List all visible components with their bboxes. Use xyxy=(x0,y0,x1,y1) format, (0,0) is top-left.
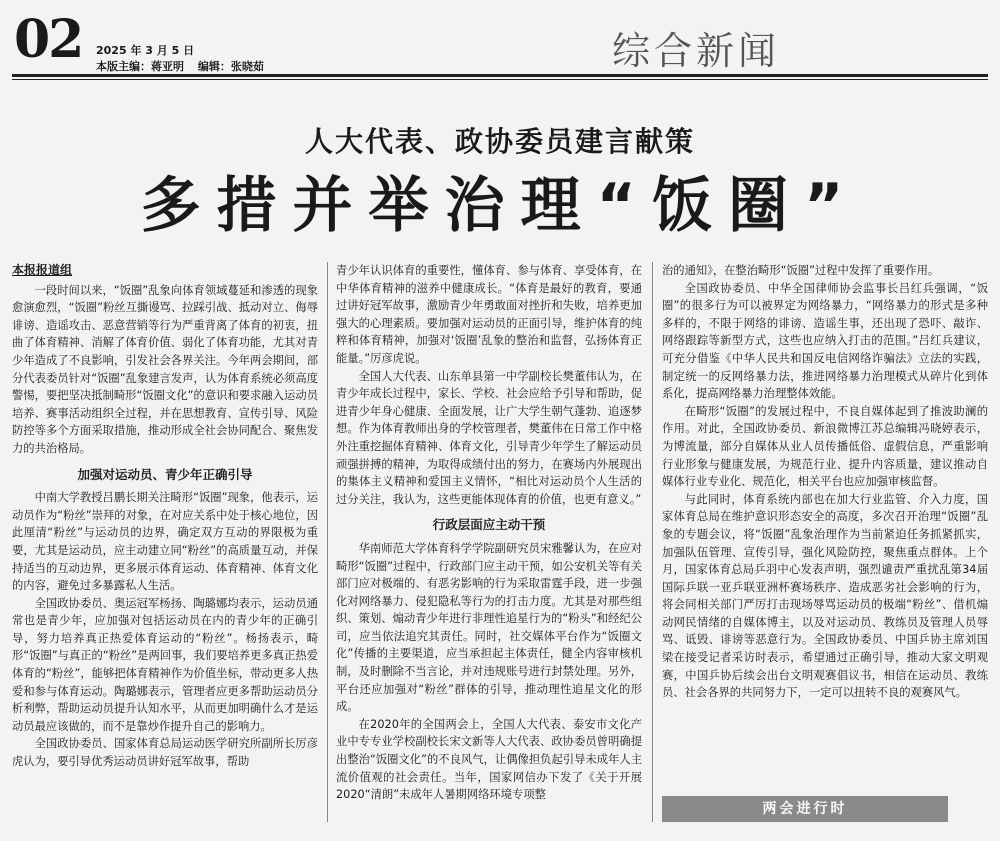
headline: 多措并举治理“饭圈” xyxy=(140,171,860,241)
masthead xyxy=(0,0,1000,80)
paragraph: 与此同时，体育系统内部也在加大行业监管、介入力度，国家体育总局在维护意识形态安全的高度，多次召开治理“饭圈”乱象的专题会议，将“饭圈”乱象治理作为当前紧迫任务抓紧抓实，加强队伍管理、宣传引导，强化风险防控，聚焦重点群体。上个月，国家体育总局乒羽中心发表声明，强烈谴责严重扰乱第34届国际乒联一亚乒联亚洲杯赛场秩序、造成恶劣社会影响的行为，将会同相关部门严厉打击现场辱骂运动员的极端“粉丝”、借机煽动网民情绪的自媒体博主，以及对运动员、教练员及管理人员辱骂、诋毁、诽谤等恶意行为。全国政协委员、中国乒协主席刘国梁在接受记者采访时表示，希望通过正确引导，推动大家文明观赛，中国乒协后续会出台文明观赛倡议书，相信在运动员、教练员、社会各界的共同努力下，一定可以扭转不良的观赛风气。 xyxy=(662,492,988,700)
page-number: 02 xyxy=(14,9,83,70)
section-banner: 两会进行时 xyxy=(662,796,948,822)
column-divider xyxy=(327,262,328,822)
paragraph: 青少年认识体育的重要性，懂体育、参与体育、享受体育，在中华体育精神的滋养中健康成长。“体育是最好的教育，要通过讲好冠军故事，激励青少年勇敢面对挫折和失败，培养更加强大的心理素质。要加强对运动员的正面引导，维护体育的纯粹和体育精神，加强对‘饭圈’乱象的整治和监督，弘扬体育正能量。”厉彦虎说。 xyxy=(336,264,642,365)
paragraph: 全国人大代表、山东单县第一中学副校长樊董伟认为，在青少年成长过程中，家长、学校、社会应给予引导和帮助，促进青少年身心健康、全面发展，让广大学生朝气蓬勃、追逐梦想。作为体育教师出身的学校管理者，樊董伟在日常工作中格外注重挖掘体育精神、体育文化，引导青少年学生了解运动员顽强拼搏的精神，为取得成绩付出的努力，在赛场内外展现出的集体主义精神和爱国主义情怀，“相比对运动员个人生活的过分关注，我认为，这些更能体现体育的价值，也更有意义。” xyxy=(336,369,642,506)
paragraph: 全国政协委员、国家体育总局运动医学研究所副所长厉彦虎认为，要引导优秀运动员讲好冠军故事，帮助 xyxy=(12,737,318,769)
headline-kicker: 人大代表、政协委员建言献策 xyxy=(304,125,695,158)
article-column-1 xyxy=(12,262,318,771)
chief-editor: 本版主编：蒋亚明 xyxy=(96,60,184,73)
paragraph: 全国政协委员、中华全国律师协会监事长吕红兵强调，“饭圈”的很多行为可以被界定为网络暴力，“网络暴力的形式是多种多样的，不限于网络的诽谤、造谣生事，还出现了恐吓、敲诈、网络跟踪等新型方式，这些也应纳入打击的范围。”吕红兵建议，可充分借鉴《中华人民共和国反电信网络诈骗法》立法的实践，制定统一的反网络暴力法，推进网络暴力治理模式从碎片化到体系化，提高网络暴力治理整体效能。 xyxy=(662,281,988,401)
section-title: 综合新闻 xyxy=(611,29,780,73)
masthead-rule xyxy=(12,74,988,77)
subheading: 行政层面应主动干预 xyxy=(432,517,546,533)
article-column-3 xyxy=(662,262,988,702)
issue-date: 2025 年 3 月 5 日 xyxy=(96,44,195,57)
column-divider xyxy=(652,262,653,822)
byline: 本报报道组 xyxy=(12,263,73,277)
paragraph: 治的通知》，在整治畸形“饭圈”过程中发挥了重要作用。 xyxy=(662,264,940,277)
masthead-rule-thin xyxy=(12,79,988,80)
paragraph: 华南师范大学体育科学学院副研究员宋雅馨认为，在应对畸形“饭圈”过程中，行政部门应主动干预，如公安机关等有关部门应对极端的、有恶劣影响的行为采取雷霆手段，进一步强化对网络暴力、侵犯隐私等行为的打击力度。尤其是对那些组织、策划、煽动青少年进行非理性追星行为的“粉头”和经纪公司，应当依法追究其责任。同时，社交媒体平台作为“饭圈文化”传播的主要渠道，应当承担起主体责任，健全内容审核机制，及时删除不当言论，并对违规账号进行封禁处理。另外，平台还应加强对“粉丝”群体的引导，推动理性追星文化的形成。 xyxy=(336,541,642,714)
paragraph: 在2020年的全国两会上，全国人大代表、泰安市文化产业中专专业学校副校长宋文新等人大代表、政协委员曾明确提出整治“饭圈文化”的不良风气，让偶像担负起引导未成年人主流价值观的社会责任。当年，国家网信办下发了《关于开展2020“清朗”未成年人暑期网络环境专项整 xyxy=(336,717,642,802)
subheading: 加强对运动员、青少年正确引导 xyxy=(77,466,253,482)
paragraph: 一段时间以来，“饭圈”乱象向体育领域蔓延和渗透的现象愈演愈烈，“饭圈”粉丝互撕谩骂、拉踩引战、抵动对立、侮辱诽谤、造谣攻击、恶意营销等行为严重背离了体育的初衷，扭曲了体育精神、消解了体育价值、弱化了体育功能，尤其对青少年造成了不良影响，引发社会各界关注。今年两会期间，部分代表委员针对“饭圈”乱象建言发声，认为体育系统必须高度警惕，要把坚决抵制畸形“饭圈文化”的意识和要求融入运动员培养、赛事活动组织全过程，并在思想教育、宣传引导、风险防控等多个方面采取措施，推动形成全社会协同配合、聚焦发力的共治格局。 xyxy=(12,283,318,455)
paragraph: 全国政协委员、奥运冠军杨扬、陶璐娜均表示，运动员通常也是青少年，应加强对包括运动员在内的青少年的正确引导，努力培养真正热爱体育运动的“粉丝”。杨扬表示，畸形“饭圈”与真正的“粉丝”是两回事，我们要培养更多真正热爱体育的“粉丝”，能够把体育精神作为价值坐标，带动更多人热爱和参与体育运动。陶璐娜表示，管理者应更多帮助运动员分析利弊，帮助运动员提升认知水平，从而更加明确什么才是运动员最应该做的，而不是靠炒作提升自己的影响力。 xyxy=(12,596,318,733)
article-column-2 xyxy=(336,262,642,804)
paragraph: 中南大学教授吕鹏长期关注畸形“饭圈”现象，他表示，运动员作为“粉丝”崇拜的对象，在对应关系中处于核心地位，因此厘清“粉丝”与运动员的边界，确定双方互动的界限极为重要，尤其是运动员，应主动建立同“粉丝”的高质量互动，并保持适当的互动边界，更多展示体育运动、体育精神、体育文化的内容，避免过多暴露私人生活。 xyxy=(12,491,318,593)
editor-credits xyxy=(96,58,274,74)
paragraph: 在畸形“饭圈”的发展过程中，不良自媒体起到了推波助澜的作用。对此，全国政协委员、新浪微博江苏总编辑冯晓婷表示，为博流量，部分自媒体从业人员传播低俗、虚假信息，严重影响行业形象与健康发展，为规范行业、提升内容质量，建议推动自媒体行业专业化、规范化，相关平台也应加强审核监督。 xyxy=(662,404,988,489)
layout-editor: 编辑：张晓茹 xyxy=(197,60,264,73)
